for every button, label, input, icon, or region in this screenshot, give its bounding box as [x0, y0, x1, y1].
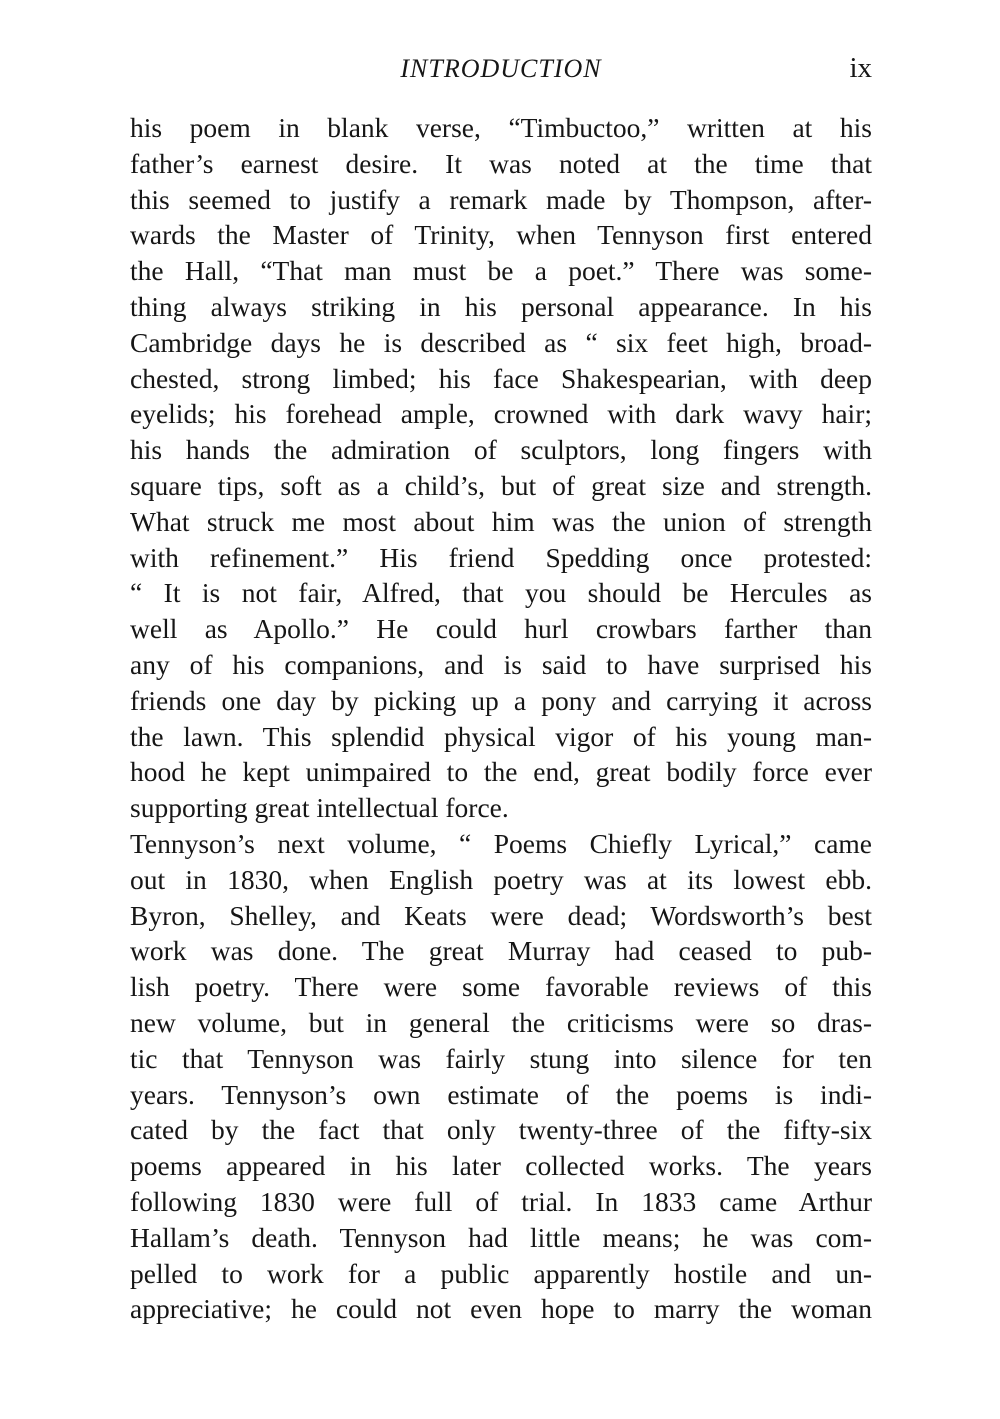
text-line: tic that Tennyson was fairly stung into silence for ten: [130, 1042, 872, 1074]
text-line: Cambridge days he is described as “ six feet high, broad-: [130, 326, 872, 358]
running-title: INTRODUCTION: [400, 54, 602, 83]
text-line: well as Apollo.” He could hurl crowbars farther than: [130, 613, 872, 645]
text-line: father’s earnest desire. It was noted at the time that: [130, 147, 872, 179]
text-line: lish poetry. There were some favorable reviews of this: [130, 971, 872, 1003]
text-line: any of his companions, and is said to have surprised his: [130, 648, 872, 680]
running-head: [130, 52, 872, 92]
text-line: hood he kept unimpaired to the end, great bodily force ever: [130, 756, 872, 788]
text-line: years. Tennyson’s own estimate of the poems is indi-: [130, 1078, 872, 1110]
page-number: ix: [849, 52, 872, 84]
text-line: thing always striking in his personal appearance. In his: [130, 290, 872, 322]
text-line: poems appeared in his later collected works. The years: [130, 1150, 872, 1182]
text-line: chested, strong limbed; his face Shakespearian, with deep: [130, 362, 872, 394]
text-line: square tips, soft as a child’s, but of great size and strength.: [130, 469, 872, 501]
text-line: out in 1830, when English poetry was at its lowest ebb.: [130, 863, 872, 895]
text-line: pelled to work for a public apparently hostile and un-: [130, 1257, 872, 1289]
text-line: work was done. The great Murray had ceased to pub-: [130, 935, 872, 967]
text-line: new volume, but in general the criticisms were so dras-: [130, 1006, 872, 1038]
text-line: his hands the admiration of sculptors, long fingers with: [130, 434, 872, 466]
text-line: his poem in blank verse, “Timbuctoo,” written at his: [130, 112, 872, 143]
text-line: with refinement.” His friend Spedding once protested:: [130, 541, 872, 573]
text-line: Tennyson’s next volume, “ Poems Chiefly Lyrical,” came: [130, 827, 872, 859]
text-line: appreciative; he could not even hope to marry the woman: [130, 1293, 872, 1325]
text-line: this seemed to justify a remark made by Thompson, after-: [130, 183, 872, 215]
body-text: [130, 110, 872, 1327]
text-line: supporting great intellectual force.: [130, 792, 509, 824]
text-line: eyelids; his forehead ample, crowned with dark wavy hair;: [130, 398, 872, 430]
text-line: What struck me most about him was the union of strength: [130, 505, 872, 537]
text-line: the lawn. This splendid physical vigor of his young man-: [130, 720, 872, 752]
text-line: friends one day by picking up a pony and carrying it across: [130, 684, 872, 716]
text-line: cated by the fact that only twenty-three of the fifty-six: [130, 1114, 872, 1146]
text-line: Hallam’s death. Tennyson had little means; he was com-: [130, 1221, 872, 1253]
text-line: the Hall, “That man must be a poet.” There was some-: [130, 255, 872, 287]
text-line: Byron, Shelley, and Keats were dead; Wordsworth’s best: [130, 899, 872, 931]
text-line: following 1830 were full of trial. In 1833 came Arthur: [130, 1185, 872, 1217]
text-line: wards the Master of Trinity, when Tennyson first entered: [130, 219, 872, 251]
text-line: “ It is not fair, Alfred, that you should be Hercules as: [130, 577, 872, 609]
